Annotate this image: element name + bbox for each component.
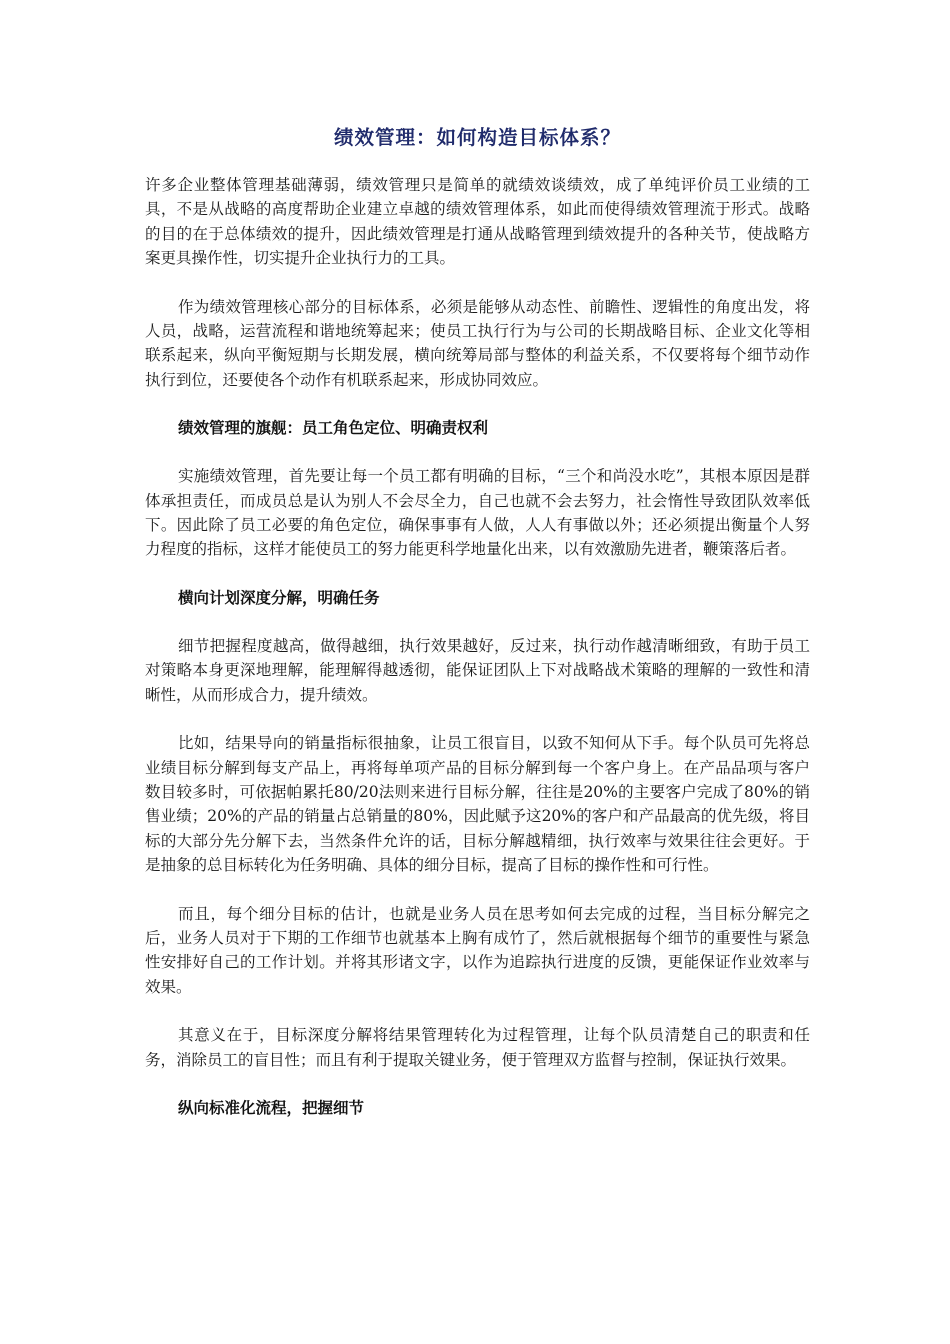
- document-title: 绩效管理：如何构造目标体系？: [333, 126, 621, 149]
- document-body: [145, 0, 810, 1120]
- paragraph-sub-goal-estimation: 而且，每个细分目标的估计，也就是业务人员在思考如何去完成的过程，当目标分解完之后，业务人员对于下期的工作细节也就基本上胸有成竹了，然后就根据每个细节的重要性与紧急性安排好自己的工作计划。并将其形诸文字，以作为追踪执行进度的反馈，更能保证作业效率与效果。: [145, 904, 810, 996]
- paragraph-detail-control: 细节把握程度越高，做得越细，执行效果越好，反过来，执行动作越清晰细致，有助于员工对策略本身更深地理解，能理解得越透彻，能保证团队上下对战略战术策略的理解的一致性和清晰性，从而形成合力，提升绩效。: [145, 636, 810, 704]
- paragraph-intro: 许多企业整体管理基础薄弱，绩效管理只是简单的就绩效谈绩效，成了单纯评价员工业绩的工具，不是从战略的高度帮助企业建立卓越的绩效管理体系，如此而使得绩效管理流于形式。战略的目的在于总体绩效的提升，因此绩效管理是打通从战略管理到绩效提升的各种关节，使战略方案更具操作性，切实提升企业执行力的工具。: [145, 176, 810, 268]
- paragraph-target-system: 作为绩效管理核心部分的目标体系，必须是能够从动态性、前瞻性、逻辑性的角度出发，将人员，战略，运营流程和谐地统筹起来；使员工执行行为与公司的长期战略目标、企业文化等相联系起来，纵向平衡短期与长期发展，横向统筹局部与整体的利益关系，不仅要将每个细节动作执行到位，还要使各个动作有机联系起来，形成协同效应。: [145, 297, 810, 389]
- paragraph-sales-example: 比如，结果导向的销量指标很抽象，让员工很盲目，以致不知何从下手。每个队员可先将总业绩目标分解到每支产品上，再将每单项产品的目标分解到每一个客户身上。在产品品项与客户数目较多时，可依据帕累托80/20法则来进行目标分解，往往是20%的主要客户完成了80%的销售业绩；20%的产品的销量占总销量的80%，因此赋予这20%的客户和产品最高的优先级，将目标的大部分先分解下去，当然条件允许的话，目标分解越精细，执行效率与效果往往会更好。于是抽象的总目标转化为任务明确、具体的细分目标，提高了目标的操作性和可行性。: [145, 734, 810, 875]
- paragraph-significance: 其意义在于，目标深度分解将结果管理转化为过程管理，让每个队员清楚自己的职责和任务，消除员工的盲目性；而且有利于提取关键业务，便于管理双方监督与控制，保证执行效果。: [145, 1026, 810, 1069]
- paragraph-clear-goals: 实施绩效管理，首先要让每一个员工都有明确的目标，“三个和尚没水吃”，其根本原因是群体承担责任，而成员总是认为别人不会尽全力，自己也就不会去努力，社会惰性导致团队效率低下。因此除了员工必要的角色定位，确保事事有人做，人人有事做以外；还必须提出衡量个人努力程度的指标，这样才能使员工的努力能更科学地量化出来，以有效激励先进者，鞭策落后者。: [145, 467, 810, 559]
- section-heading-role-positioning: 绩效管理的旗舰：员工角色定位、明确责权利: [178, 419, 489, 438]
- section-heading-vertical-standardization: 纵向标准化流程，把握细节: [178, 1098, 365, 1117]
- section-heading-horizontal-decomposition: 横向计划深度分解，明确任务: [178, 588, 380, 607]
